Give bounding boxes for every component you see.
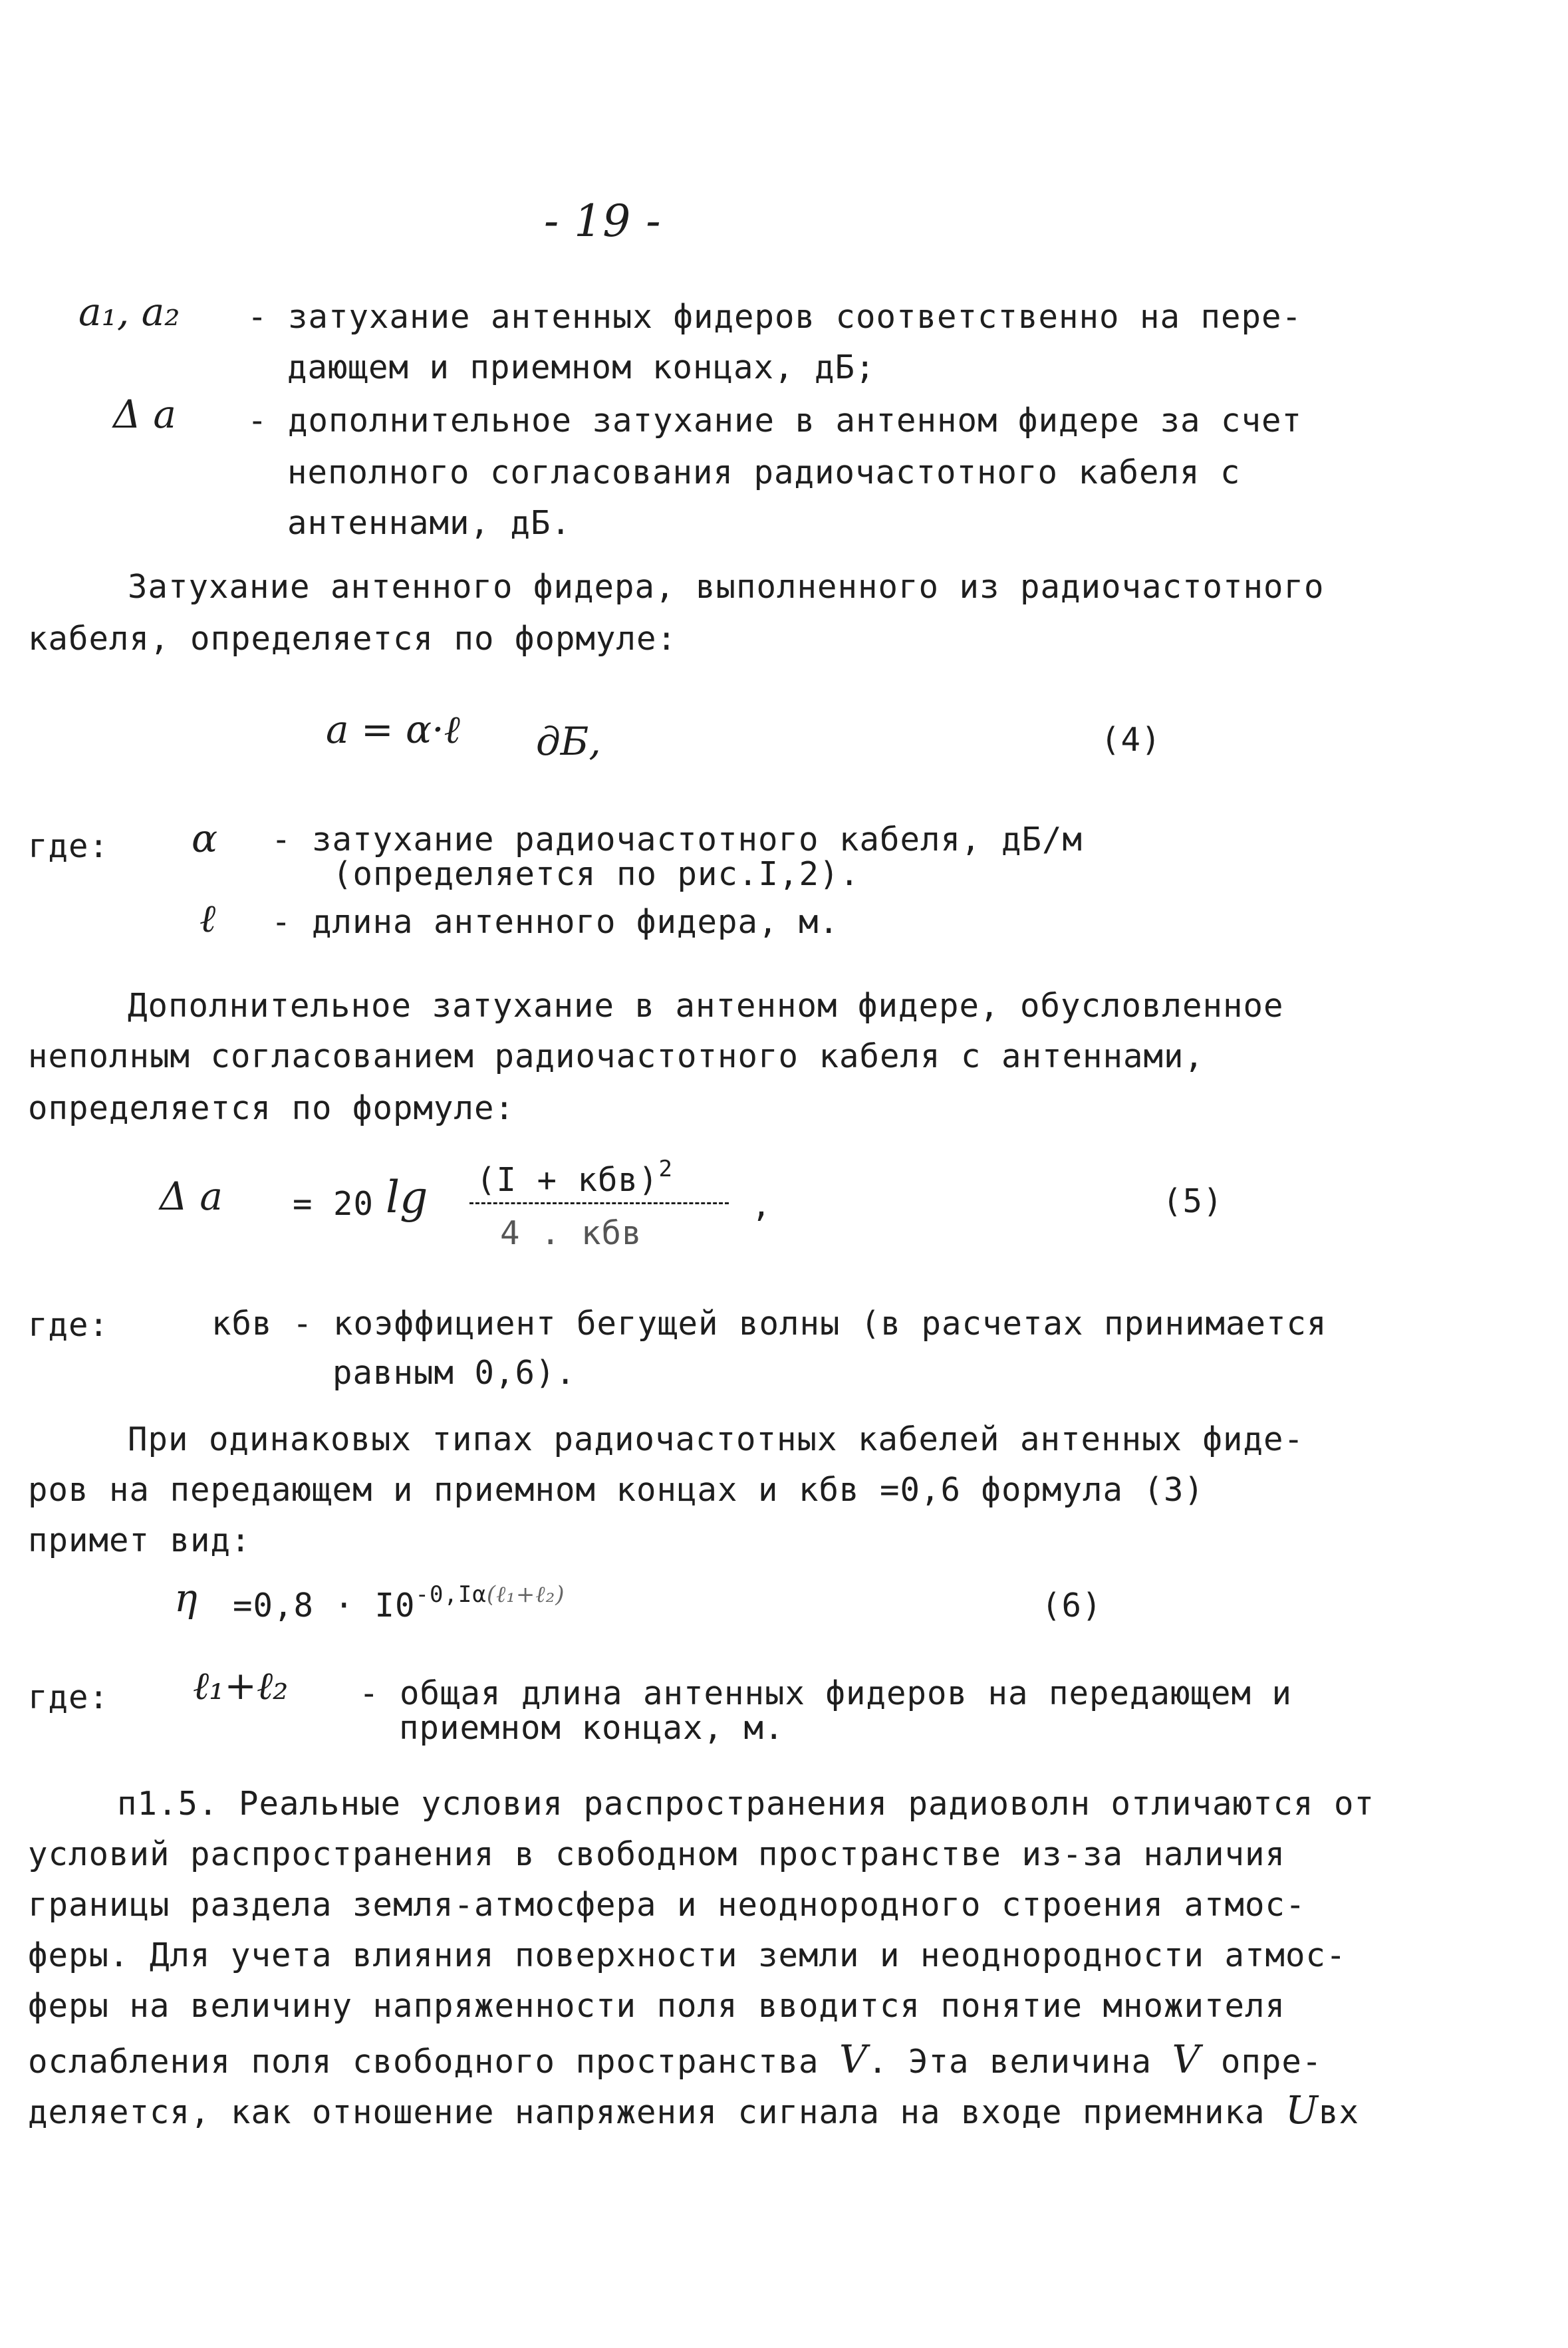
formula-6-lhs: η xyxy=(174,1575,197,1621)
sum-length-symbol: ℓ₁+ℓ₂ xyxy=(193,1663,289,1708)
formula-5-lg: lg xyxy=(386,1172,428,1223)
alpha-definition-line-1: - затухание радиочастотного кабеля, дБ/м xyxy=(271,821,1083,858)
paragraph-1-line-1: Затухание антенного фидера, выполненного из радиочастотного xyxy=(128,568,1325,606)
alpha-symbol: α xyxy=(192,816,218,861)
l-definition-line: - длина антенного фидера, м. xyxy=(271,903,840,941)
formula-5-equals-20: = 20 xyxy=(293,1185,374,1223)
paragraph-3-line-3: примет вид: xyxy=(28,1521,251,1559)
formula-4-unit: дБ, xyxy=(536,719,601,764)
formula-4-expression: a = α·ℓ xyxy=(326,707,460,752)
where-label-2: где: xyxy=(28,1306,110,1344)
section-1-5-line-3: границы раздела земля-атмосфера и неоднородного строения атмос- xyxy=(28,1886,1306,1924)
a1-a2-symbol: a₁, a₂ xyxy=(78,289,180,334)
formula-5-denominator: 4 . кбв xyxy=(500,1214,642,1252)
paragraph-2-line-3: определяется по формуле: xyxy=(28,1089,515,1127)
where-label-1: где: xyxy=(28,827,110,865)
section-1-5-line-5: феры на величину напряженности поля вводится понятие множителя xyxy=(28,1987,1286,2025)
formula-5-fraction-bar xyxy=(469,1202,729,1204)
paragraph-2-line-1: Дополнительное затухание в антенном фидере, обусловленное xyxy=(128,987,1284,1025)
a1a2-definition-line-1: - затухание антенных фидеров соответственно на пере- xyxy=(247,298,1303,336)
section-1-5-line-2: условий распространения в свободном пространстве из-за наличия xyxy=(28,1835,1286,1873)
formula-6-number: (6) xyxy=(1041,1587,1103,1625)
kbv-definition-line-2: равным 0,6). xyxy=(332,1354,577,1392)
delta-a-definition-line-2: неполного согласования радиочастотного кабеля с xyxy=(287,454,1241,491)
paragraph-3-line-1: При одинаковых типах радиочастотных кабелей антенных фиде- xyxy=(128,1420,1305,1458)
sum-length-definition-line-2: приемном концах, м. xyxy=(399,1709,785,1747)
l-symbol: ℓ xyxy=(199,896,216,941)
section-1-5-line-1: п1.5. Реальные условия распространения радиоволн отличаются от xyxy=(117,1785,1375,1823)
delta-a-definition-line-1: - дополнительное затухание в антенном фидере за счет xyxy=(247,402,1303,440)
paragraph-3-line-2: ров на передающем и приемном концах и кбв =0,6 формула (3) xyxy=(28,1471,1205,1509)
where-label-3: где: xyxy=(28,1678,110,1716)
a1a2-definition-line-2: дающем и приемном концах, дБ; xyxy=(287,348,876,386)
delta-a-symbol: Δ a xyxy=(113,392,176,437)
paragraph-2-line-2: неполным согласованием радиочастотного кабеля с антеннами, xyxy=(28,1037,1205,1075)
page-number: - 19 - xyxy=(544,196,662,247)
formula-5-number: (5) xyxy=(1162,1182,1224,1220)
section-1-5-line-6: ослабления поля свободного пространства V. Эта величина V опре- xyxy=(28,2037,1323,2082)
delta-a-definition-line-3: антеннами, дБ. xyxy=(287,504,572,542)
section-1-5-line-7: деляется, как отношение напряжения сигнала на входе приемника Uвх xyxy=(28,2087,1359,2133)
sum-length-definition-line-1: - общая длина антенных фидеров на передающем и xyxy=(359,1674,1293,1712)
formula-5-comma: , xyxy=(751,1186,772,1224)
section-1-5-line-4: феры. Для учета влияния поверхности земли и неоднородности атмос- xyxy=(28,1936,1347,1974)
paragraph-1-line-2: кабеля, определяется по формуле: xyxy=(28,620,678,658)
formula-6-body: $=0,8 \cdot I0^{-0,I\alpha(\ell_1+\ell_2)}$ xyxy=(233,1581,565,1625)
formula-5-numerator: (I + кбв)$^2$ xyxy=(476,1156,673,1199)
alpha-definition-line-2: (определяется по рис.I,2). xyxy=(332,855,860,893)
formula-5-lhs: Δ a xyxy=(160,1174,223,1219)
formula-4-number: (4) xyxy=(1101,721,1162,759)
kbv-definition-line-1: кбв - коэффициент бегущей волны (в расчетах принимается xyxy=(211,1305,1327,1343)
